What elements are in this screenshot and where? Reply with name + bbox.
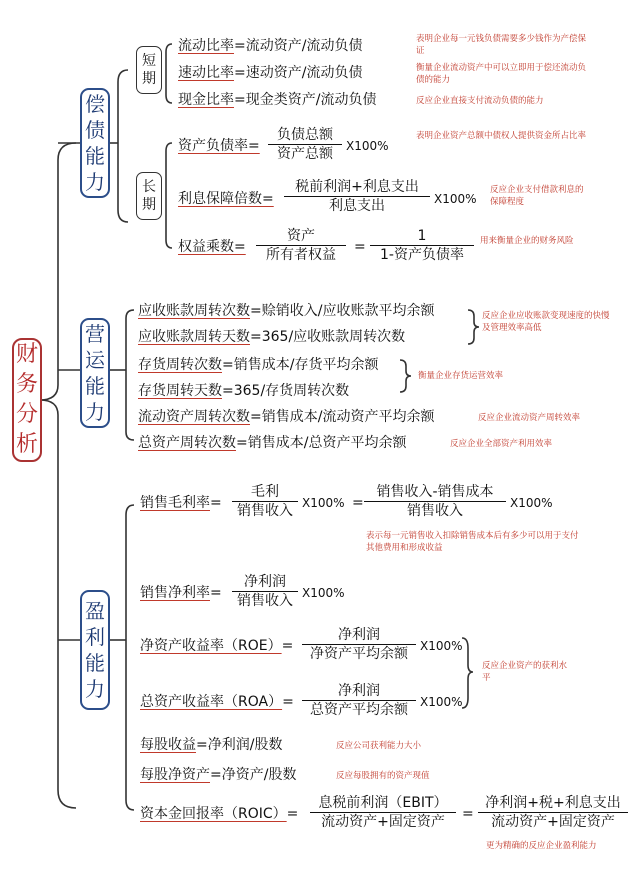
metric-formula: =流动资产/流动负债 — [234, 38, 363, 54]
numerator: 净利润 — [244, 574, 286, 590]
metric-name: 应收账款周转天数 — [138, 329, 250, 345]
equals-sign: = — [286, 806, 299, 822]
multiplier: X100% — [346, 139, 389, 153]
fraction-gross-margin-2 — [364, 483, 506, 520]
metric-name: 应收账款周转次数 — [138, 303, 250, 319]
multiplier: X100% — [434, 192, 477, 206]
formula-current-ratio — [178, 37, 362, 55]
subcategory-short-term — [136, 46, 162, 94]
metric-formula: =365/应收账款周转次数 — [250, 329, 406, 345]
metric-gross-margin — [140, 494, 222, 512]
metric-formula: =销售成本/存货平均余额 — [222, 357, 379, 373]
category-operating — [80, 318, 110, 428]
metric-name: 净资产收益率（ROE） — [140, 638, 282, 654]
formula-total-asset-turnover — [138, 434, 406, 452]
subcategory-char: 短 — [142, 53, 156, 69]
category-char: 力 — [85, 400, 105, 424]
category-char: 盈 — [85, 599, 105, 623]
metric-equity-multiplier — [178, 238, 246, 256]
metric-name: 每股收益 — [140, 737, 196, 753]
note-roe-roa: 反应企业资产的获利水平 — [482, 661, 568, 683]
note-bvps: 反应每股拥有的资产现值 — [336, 771, 430, 781]
root-node-financial-analysis — [12, 338, 42, 462]
numerator: 1 — [417, 228, 427, 244]
root-char: 务 — [15, 372, 38, 397]
fraction-roe — [302, 626, 416, 663]
fraction-equity-multiplier-2 — [370, 227, 474, 264]
metric-name: 存货周转次数 — [138, 357, 222, 373]
equals-sign: = — [462, 806, 474, 822]
subcategory-long-term — [136, 172, 162, 220]
fraction-roa — [302, 682, 416, 719]
metric-name: 总资产周转次数 — [138, 435, 236, 451]
metric-name: 每股净资产 — [140, 767, 210, 783]
numerator: 息税前利润（EBIT） — [318, 795, 448, 811]
metric-name: 资本金回报率（ROIC） — [140, 806, 287, 822]
denominator: 销售收入 — [237, 593, 293, 609]
fraction-roic-2 — [478, 794, 628, 831]
metric-formula: =赊销收入/应收账款平均余额 — [250, 303, 435, 319]
denominator: 流动资产+固定资产 — [321, 814, 445, 830]
note-equity-multiplier: 用来衡量企业的财务风险 — [480, 236, 574, 246]
metric-debt-ratio — [178, 137, 260, 155]
fraction-roic-1 — [310, 794, 456, 831]
note-eps: 反应公司获利能力大小 — [336, 741, 422, 751]
metric-name: 销售毛利率 — [140, 495, 210, 511]
metric-name: 速动比率 — [178, 65, 234, 81]
category-char: 能 — [85, 651, 105, 675]
category-char: 债 — [85, 118, 105, 142]
numerator: 资产 — [287, 228, 315, 244]
equals-sign: = — [210, 495, 222, 511]
denominator: 销售收入 — [237, 503, 293, 519]
note-gross-margin: 表示每一元销售收入扣除销售成本后有多少可以用于支付其他费用和形成收益 — [366, 531, 579, 553]
subcategory-char: 长 — [142, 179, 156, 195]
subcategory-char: 期 — [142, 71, 156, 87]
metric-name: 流动资产周转次数 — [138, 409, 250, 425]
denominator: 总资产平均余额 — [310, 702, 408, 718]
equals-sign: = — [210, 585, 222, 601]
formula-receivable-days — [138, 328, 405, 346]
note-current-ratio: 表明企业每一元钱负债需要多少钱作为产偿保证 — [416, 34, 587, 56]
formula-cash-ratio — [178, 91, 376, 109]
denominator: 销售收入 — [407, 503, 463, 519]
note-interest-coverage: 反应企业支付借款利息的保障程度 — [490, 185, 584, 207]
formula-eps — [140, 736, 282, 754]
category-char: 力 — [85, 677, 105, 701]
denominator: 净资产平均余额 — [310, 646, 408, 662]
multiplier: X100% — [302, 496, 345, 510]
category-profitability — [80, 590, 110, 710]
note-total-asset-turnover: 反应企业全部资产利用效率 — [450, 439, 553, 449]
equals-sign: = — [352, 495, 364, 511]
category-char: 营 — [85, 322, 105, 346]
subcategory-char: 期 — [142, 197, 156, 213]
metric-roa — [140, 693, 294, 711]
metric-formula: =销售成本/总资产平均余额 — [236, 435, 407, 451]
category-char: 能 — [85, 144, 105, 168]
numerator: 净利润+税+利息支出 — [485, 795, 621, 811]
fraction-interest-coverage — [284, 178, 430, 215]
fraction-net-margin — [232, 573, 298, 610]
category-char: 能 — [85, 374, 105, 398]
formula-receivable-turnover — [138, 302, 434, 320]
numerator: 净利润 — [338, 683, 380, 699]
fraction-debt-ratio — [268, 126, 342, 163]
formula-inventory-days — [138, 382, 349, 400]
category-char: 利 — [85, 625, 105, 649]
metric-formula: =速动资产/流动负债 — [234, 65, 363, 81]
metric-roe — [140, 637, 293, 655]
note-quick-ratio: 衡量企业流动资产中可以立即用于偿还流动负债的能力 — [416, 63, 587, 85]
note-current-asset-turnover: 反应企业流动资产周转效率 — [478, 413, 581, 423]
metric-name: 资产负债率= — [178, 138, 260, 154]
equals-sign: = — [281, 638, 294, 654]
formula-inventory-turnover — [138, 356, 378, 374]
multiplier: X100% — [510, 496, 553, 510]
metric-name: 现金比率 — [178, 92, 234, 108]
denominator: 资产总额 — [277, 146, 333, 162]
numerator: 净利润 — [338, 627, 380, 643]
numerator: 税前利润+利息支出 — [295, 179, 419, 195]
note-roic: 更为精确的反应企业盈利能力 — [486, 841, 597, 851]
formula-quick-ratio — [178, 64, 362, 82]
root-char: 财 — [15, 342, 38, 367]
fraction-gross-margin-1 — [232, 483, 298, 520]
fraction-equity-multiplier-1 — [256, 227, 346, 264]
metric-roic — [140, 805, 298, 823]
metric-interest-coverage — [178, 190, 274, 208]
metric-name: 流动比率 — [178, 38, 234, 54]
formula-current-asset-turnover — [138, 408, 434, 426]
category-char: 运 — [85, 348, 105, 372]
multiplier: X100% — [420, 639, 463, 653]
root-char: 分 — [15, 402, 38, 427]
denominator: 1-资产负债率 — [380, 247, 464, 263]
metric-formula: =365/存货周转次数 — [222, 383, 350, 399]
metric-formula: =净利润/股数 — [196, 737, 283, 753]
equals-sign: = — [354, 239, 366, 255]
metric-name: 权益乘数= — [178, 239, 246, 255]
category-char: 偿 — [85, 92, 105, 116]
numerator: 销售收入-销售成本 — [376, 484, 494, 500]
metric-formula: =现金类资产/流动负债 — [234, 92, 377, 108]
metric-formula: =净资产/股数 — [210, 767, 297, 783]
denominator: 流动资产+固定资产 — [491, 814, 615, 830]
note-receivable: 反应企业应收账款变现速度的快慢及管理效率高低 — [482, 311, 610, 333]
root-char: 析 — [15, 432, 38, 457]
equals-sign: = — [282, 694, 294, 710]
note-inventory: 衡量企业存货运营效率 — [418, 371, 504, 381]
numerator: 毛利 — [251, 484, 279, 500]
denominator: 所有者权益 — [266, 247, 336, 263]
metric-name: 存货周转天数 — [138, 383, 222, 399]
denominator: 利息支出 — [329, 198, 385, 214]
category-char: 力 — [85, 170, 105, 194]
metric-net-margin — [140, 584, 222, 602]
note-debt-ratio: 表明企业资产总额中债权人提供资金所占比率 — [416, 131, 587, 141]
numerator: 负债总额 — [277, 127, 333, 143]
metric-name: 利息保障倍数= — [178, 191, 274, 207]
metric-formula: =销售成本/流动资产平均余额 — [250, 409, 435, 425]
multiplier: X100% — [420, 695, 463, 709]
metric-name: 销售净利率 — [140, 585, 210, 601]
category-solvency — [80, 88, 110, 198]
metric-name: 总资产收益率（ROA） — [140, 694, 283, 710]
note-cash-ratio: 反应企业直接支付流动负债的能力 — [416, 96, 544, 106]
multiplier: X100% — [302, 586, 345, 600]
formula-bvps — [140, 766, 296, 784]
